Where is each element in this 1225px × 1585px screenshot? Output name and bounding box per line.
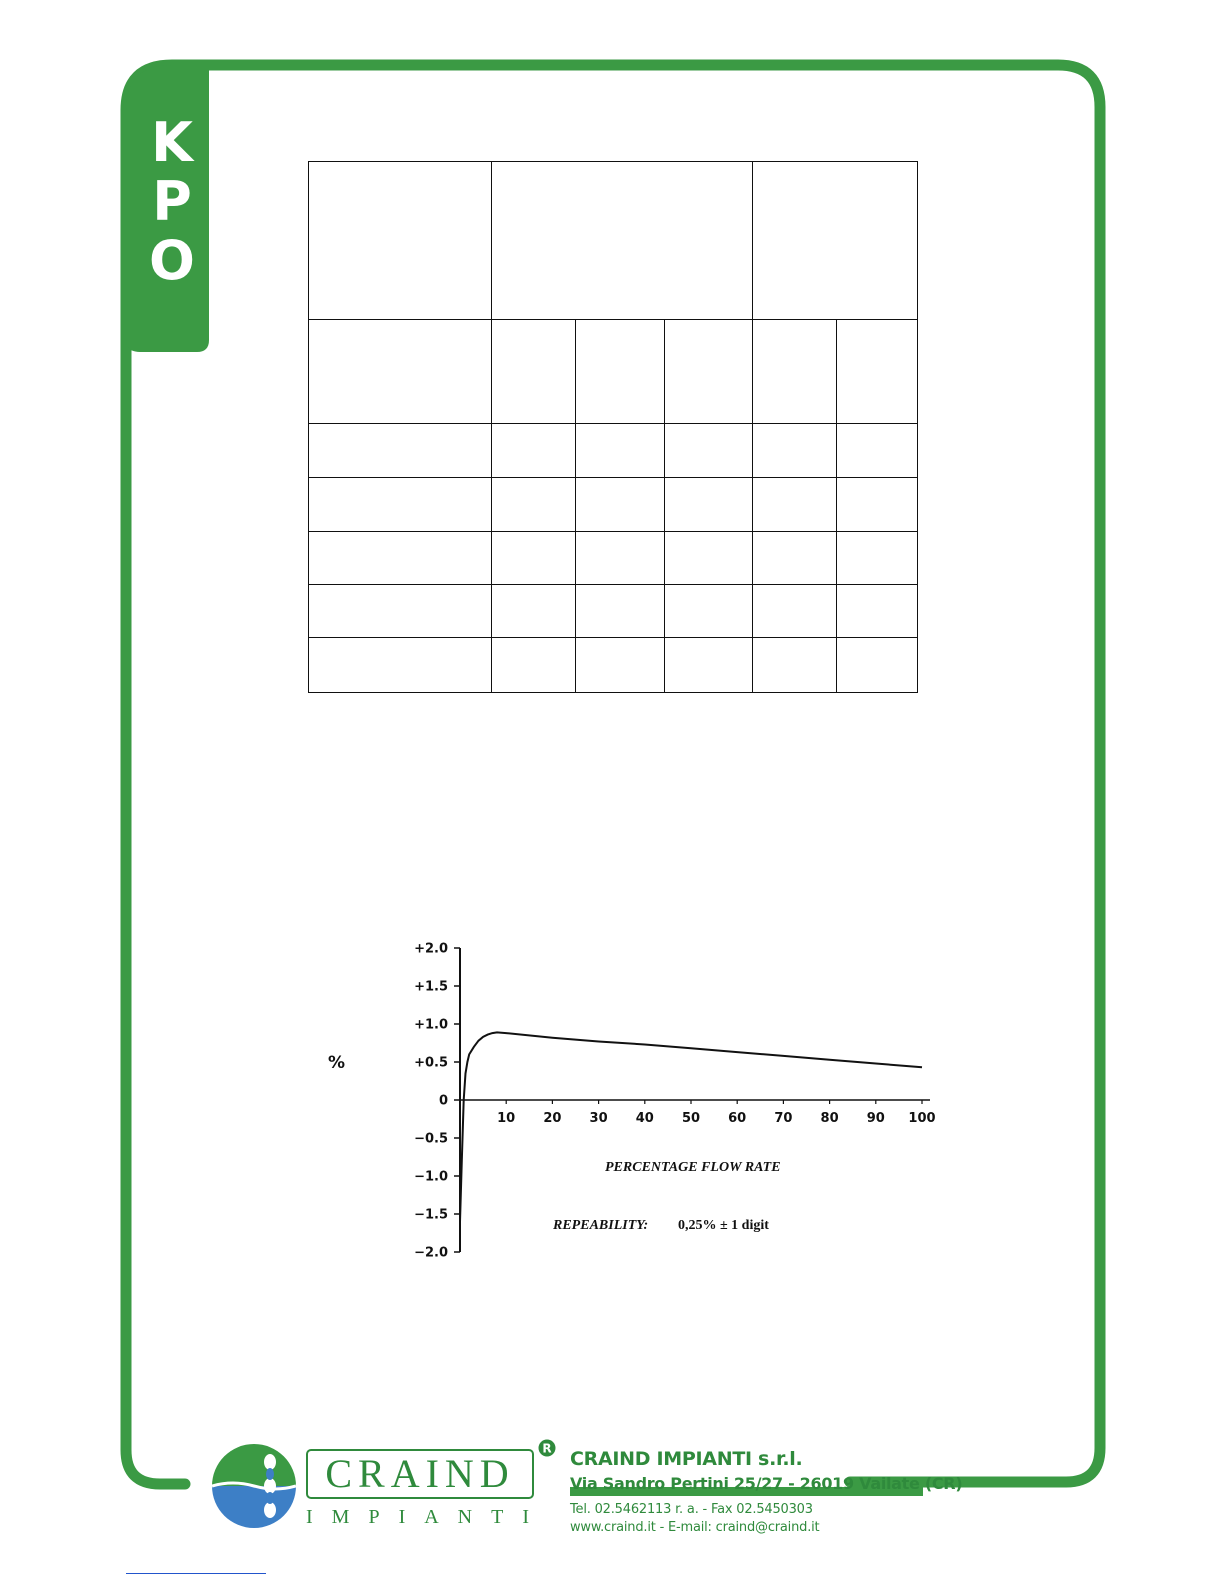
x-tick-label: 100	[908, 1111, 936, 1126]
table-row	[309, 638, 918, 693]
tab-letter-p: P	[152, 170, 192, 233]
table-row	[309, 478, 918, 532]
table-cell	[576, 638, 665, 693]
table-cell	[753, 585, 837, 638]
craind-logo-wordmark: CRAIND	[306, 1449, 534, 1499]
registered-mark-icon	[538, 1439, 556, 1457]
x-tick-label: 60	[728, 1111, 747, 1126]
table-subheader-cell	[576, 320, 665, 424]
table-cell	[837, 638, 918, 693]
y-tick-label: −0.5	[414, 1131, 448, 1147]
accuracy-curve	[460, 1032, 922, 1221]
table-cell	[665, 585, 753, 638]
x-tick-label: 70	[774, 1111, 793, 1126]
table-cell	[492, 638, 576, 693]
table-cell	[492, 585, 576, 638]
table-cell	[576, 478, 665, 532]
y-tick-label: 0	[438, 1093, 448, 1109]
table-cell	[576, 532, 665, 585]
table-cell	[837, 424, 918, 478]
table-cell	[492, 532, 576, 585]
table-cell	[753, 532, 837, 585]
company-phone: Tel. 02.5462113 r. a. - Fax 02.5450303	[570, 1502, 813, 1517]
bottom-link-underline	[126, 1573, 266, 1574]
y-tick-label: +2.0	[414, 941, 448, 957]
y-axis-ticks	[414, 942, 460, 1261]
y-axis-label: %	[328, 1053, 346, 1073]
table-cell	[753, 424, 837, 478]
repeatability-label: REPEABILITY:	[553, 1218, 649, 1233]
tab-letter-o: O	[149, 229, 195, 292]
table-cell	[837, 532, 918, 585]
x-tick-label: 40	[635, 1111, 654, 1126]
y-tick-label: −1.0	[414, 1169, 448, 1185]
table-subheader-row	[309, 320, 918, 424]
x-tick-label: 50	[681, 1111, 701, 1126]
table-cell	[309, 424, 492, 478]
table-cell	[665, 424, 753, 478]
table-cell	[309, 638, 492, 693]
table-header-row	[309, 162, 918, 320]
table-subheader-cell	[753, 320, 837, 424]
table-cell	[309, 585, 492, 638]
x-tick-label: 30	[589, 1111, 608, 1126]
table-cell	[309, 532, 492, 585]
y-tick-label: −1.5	[414, 1207, 448, 1223]
table-subheader-cell	[837, 320, 918, 424]
x-tick-label: 90	[866, 1111, 885, 1126]
x-axis-label: PERCENTAGE FLOW RATE	[605, 1160, 781, 1175]
y-tick-label: +1.5	[414, 979, 448, 995]
spec-table	[308, 161, 918, 693]
company-name: CRAIND IMPIANTI s.r.l.	[570, 1448, 803, 1470]
table-subheader-cell	[309, 320, 492, 424]
company-web: www.craind.it - E-mail: craind@craind.it	[570, 1520, 820, 1535]
registered-mark-letter: R	[542, 1441, 552, 1456]
y-tick-label: +1.0	[414, 1017, 448, 1033]
accuracy-chart	[300, 925, 960, 1265]
table-row	[309, 585, 918, 638]
x-tick-label: 20	[543, 1111, 562, 1126]
table-cell	[492, 478, 576, 532]
table-row	[309, 424, 918, 478]
craind-logo-subtitle: IMPIANTI	[306, 1506, 548, 1528]
table-subheader-cell	[492, 320, 576, 424]
table-cell	[753, 638, 837, 693]
y-tick-label: +0.5	[414, 1055, 448, 1071]
footer	[200, 1440, 1060, 1550]
craind-logo-icon	[208, 1440, 300, 1532]
company-address: Via Sandro Pertini 25/27 - 26019 Vailate (CR)	[570, 1474, 963, 1493]
tab-letter-k: K	[151, 111, 193, 174]
table-cell	[665, 532, 753, 585]
x-tick-label: 10	[497, 1111, 516, 1126]
table-cell	[753, 478, 837, 532]
table-subheader-cell	[665, 320, 753, 424]
repeatability-value: 0,25% ± 1 digit	[678, 1218, 769, 1233]
table-cell	[492, 424, 576, 478]
table-cell	[576, 424, 665, 478]
table-row	[309, 532, 918, 585]
table-cell	[576, 585, 665, 638]
x-tick-label: 80	[820, 1111, 839, 1126]
table-cell	[309, 478, 492, 532]
table-cell	[837, 478, 918, 532]
y-tick-label: −2.0	[414, 1245, 448, 1261]
table-cell	[665, 478, 753, 532]
table-header-cell	[753, 162, 918, 320]
table-header-cell	[309, 162, 492, 320]
table-cell	[665, 638, 753, 693]
table-header-cell	[492, 162, 753, 320]
x-axis-ticks	[497, 1100, 935, 1126]
table-cell	[837, 585, 918, 638]
